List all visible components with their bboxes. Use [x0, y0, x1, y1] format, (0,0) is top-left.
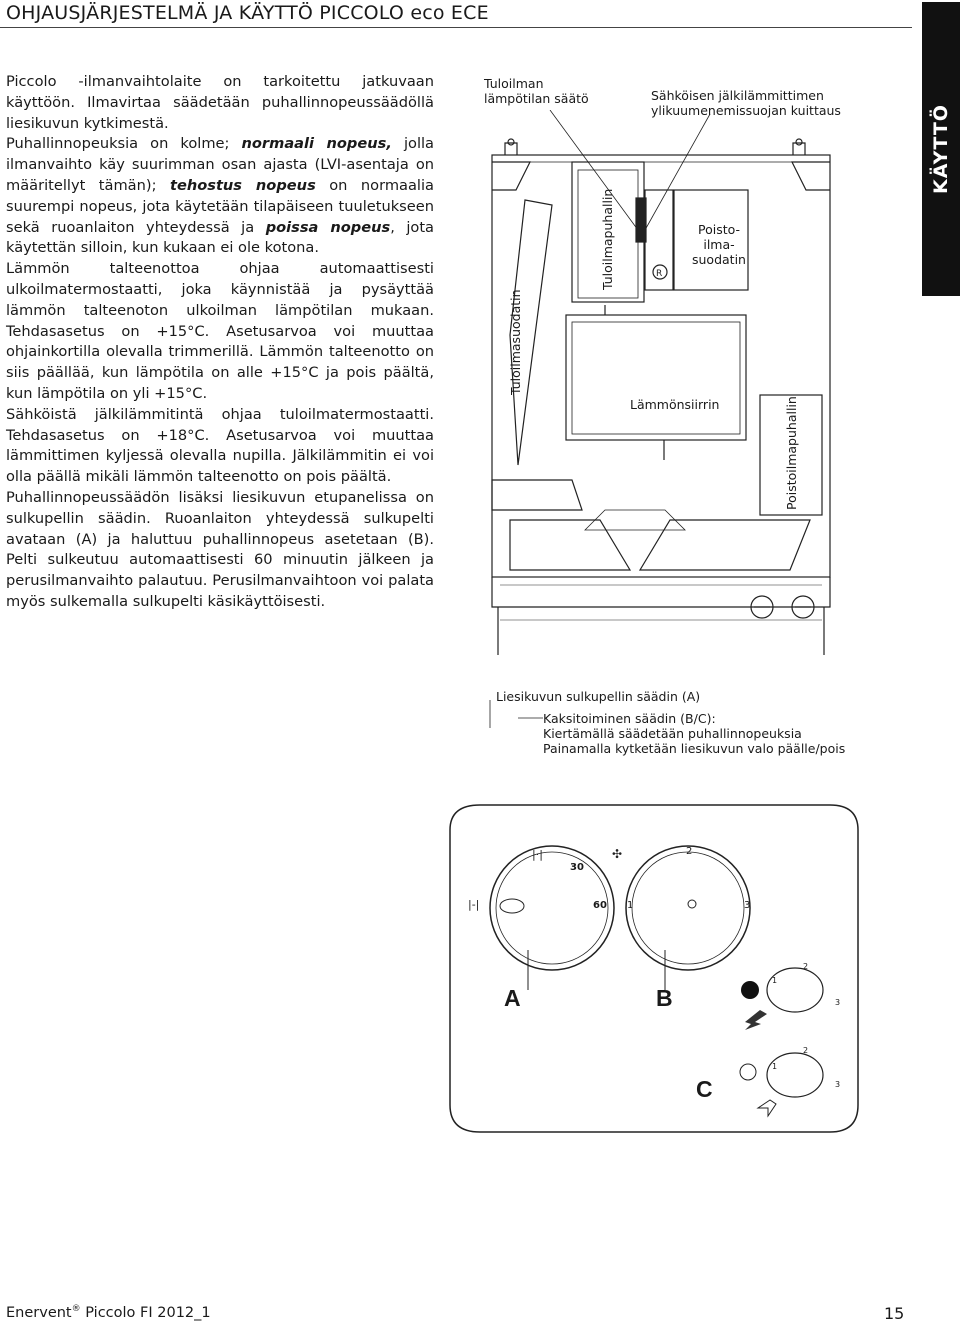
reset-marker: R [656, 269, 663, 279]
hood-control-panel-illustration [440, 800, 860, 1135]
label-exhaust-filter-line1: Poisto- [697, 222, 741, 237]
term-normal-speed: normaali nopeus, [241, 135, 392, 153]
letter-a: A [504, 985, 521, 1011]
label-supply-filter: Tuloilmasuodatin [508, 289, 523, 395]
detail-c-mark-1: 1 [772, 1062, 778, 1071]
text-run: , jota käytettän silloin, kun kukaan ei ole kotona. [6, 218, 434, 257]
dial-b-mark-3: 3 [744, 900, 751, 911]
label-exhaust-filter [684, 222, 754, 267]
section-side-tab [922, 2, 960, 296]
term-boost-speed: tehostus nopeus [169, 176, 316, 194]
header-rule [0, 27, 912, 28]
detail-b-mark-1: 1 [772, 976, 778, 985]
paragraph-intro: Piccolo -ilmanvaihtolaite on tarkoitettu jatkuvaan käyttöön. Ilmavirtaa säädetään puhallinnopeussäädöllä liesikuvun kytkimestä. [6, 73, 434, 132]
label-exhaust-filter-line2: ilma- [703, 237, 735, 252]
detail-c-mark-3: 3 [835, 1080, 841, 1089]
letter-b: B [656, 985, 673, 1011]
paragraph-afterheater: Sähköistä jälkilämmitintä ohjaa tuloilmatermostaatti. Tehdasasetus on +18°C. Asetusarvoa voi muuttaa lämmittimen kyljessä olevalla nupilla. Jälkilämmitin ei voi olla päällä mikäli lämmön talteenotto on pois päältä. [6, 405, 434, 486]
paragraph-damper: Puhallinnopeussäädön lisäksi liesikuvun etupanelissa on sulkupellin säädin. Ruoanlaiton yhteydessä sulkupelti avataan (A) ja haluttuu puhallinnopeus asetetaan (B). Pelti sulkeutuu automaattisesti 60 minuutin jälkeen ja perusilmanvaihto palautuu. Perusilmanvaihtoon voi palata myös sulkemalla sulkupelti käsikäyttöisesti. [6, 488, 434, 610]
label-supply-temp [484, 76, 589, 106]
label-exhaust-filter-line3: suodatin [692, 252, 746, 267]
paragraph-heat-recovery: Lämmön talteenottoa ohjaa automaattisesti ulkoilmatermostaatti, joka käynnistää ja pysäyttää lämmön talteenoton ulkoilman lämpötilan mukaan. Tehdasasetus on +15°C. Asetusarvoa voi muuttaa ohjainkortilla olevalla trimmerillä. Lämmön talteenotto on siis päällää, kun lämpötila on alle +15°C ja pois päältä, kun lämpötila on yli +15°C. [6, 260, 434, 402]
section-side-tab-label: KÄYTTÖ [930, 104, 952, 194]
body-text [6, 72, 434, 613]
footer-brand [6, 1304, 211, 1321]
detail-b-mark-2: 2 [803, 962, 809, 971]
label-heat-exchanger: Lämmönsiirrin [630, 397, 720, 412]
label-supply-fan: Tuloilmapuhallin [600, 188, 615, 290]
ventilation-unit-diagram [470, 110, 850, 660]
legend-rotate: Kiertämällä säädetään puhallinnopeuksia [543, 726, 802, 741]
footer-brand-name: Enervent [6, 1304, 72, 1321]
footer-model: Piccolo FI 2012_1 [80, 1304, 211, 1321]
text-run: Puhallinnopeuksia on kolme; [6, 135, 242, 153]
legend-dual-control [543, 711, 845, 756]
detail-c-mark-2: 2 [803, 1046, 809, 1055]
label-overheat-line2: ylikuumenemissuojan kuittaus [651, 103, 841, 118]
svg-text:|-|: |-| [468, 898, 480, 911]
text-run: jolla ilmanvaihto käy suurimman osan ajasta (LVI-asentaja on määritellyt tämän); [6, 135, 434, 194]
dial-a-mark-60: 60 [593, 900, 607, 911]
term-away-speed: poissa nopeus [265, 218, 391, 236]
label-supply-temp-line1: Tuloilman [484, 76, 544, 91]
detail-b-mark-3: 3 [835, 998, 841, 1007]
legend-leader-lines [488, 700, 548, 730]
dial-a-mark-30: 30 [570, 862, 584, 873]
dial-b-mark-1: 1 [627, 900, 634, 911]
svg-text:|·|: |·| [532, 848, 543, 861]
footer-registered-mark: ® [71, 1304, 81, 1314]
label-exhaust-fan: Poistoilmapuhallin [784, 396, 799, 510]
page-number: 15 [884, 1304, 905, 1323]
legend-press: Painamalla kytketään liesikuvun valo päälle/pois [543, 741, 846, 756]
label-overheat-line1: Sähköisen jälkilämmittimen [651, 88, 824, 103]
legend-damper-control: Liesikuvun sulkupellin säädin (A) [496, 689, 701, 704]
text-run: on normaalia suurempi nopeus, jota käytetään tilapäiseen tuuletukseen sekä ruoanlaiton yhteydessä ja [6, 176, 434, 236]
label-supply-temp-line2: lämpötilan säätö [484, 91, 589, 106]
page-header-title: OHJAUSJÄRJESTELMÄ JA KÄYTTÖ PICCOLO eco ECE [6, 2, 489, 24]
legend-dual-control-title: Kaksitoiminen säädin (B/C): [543, 711, 716, 726]
dial-b-mark-2: 2 [686, 846, 693, 857]
svg-text:✣: ✣ [612, 847, 623, 861]
paragraph-fan-speeds [6, 134, 434, 259]
letter-c: C [696, 1076, 713, 1102]
